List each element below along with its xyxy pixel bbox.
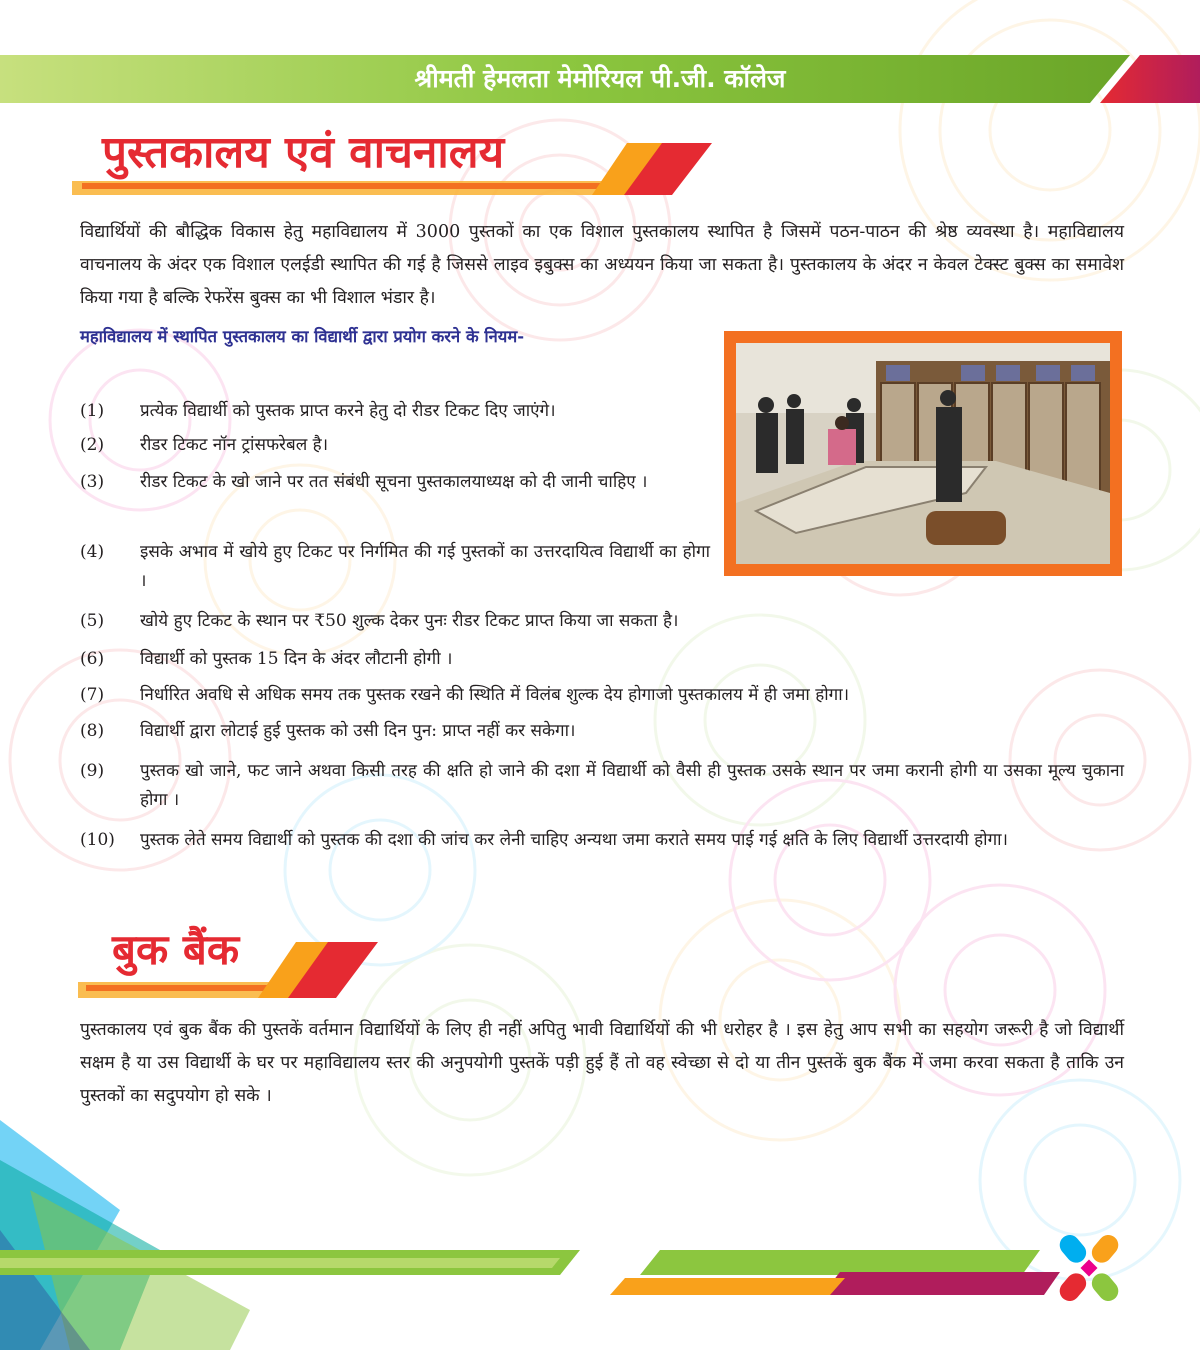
rule-number: (9) [80, 761, 105, 781]
rule-item [80, 645, 1124, 677]
bottom-decoration [0, 1100, 1200, 1350]
rule-number: (4) [80, 542, 105, 562]
rule-text: प्रत्येक विद्यार्थी को पुस्तक प्राप्त करने हेतु दो रीडर टिकट दिए जाएंगे। [140, 401, 556, 421]
college-name: श्रीमती हेमलता मेमोरियल पी.जी. कॉलेज [414, 64, 786, 93]
rule-item [80, 717, 1124, 749]
rules-heading: महाविद्यालय में स्थापित पुस्तकालय का विद्यार्थी द्वारा प्रयोग करने के नियम- [80, 327, 525, 346]
rule-text: रीडर टिकट के खो जाने पर तत संबंधी सूचना पुस्तकालयाध्यक्ष को दी जानी चाहिए । [140, 472, 648, 492]
rule-number: (8) [80, 721, 105, 741]
bookbank-section-title: बुक बैंक [112, 925, 240, 974]
rule-number: (7) [80, 685, 105, 705]
rule-item [80, 681, 1124, 713]
library-photo [736, 343, 1110, 564]
library-intro-paragraph: विद्यार्थियों की बौद्धिक विकास हेतु महाविद्यालय में 3000 पुस्तकों का एक विशाल पुस्तकालय स्थापित है जिसमें पठन-पाठन की श्रेष्ठ व्यवस्था है। महाविद्यालय वाचनालय के अंदर एक विशाल एलईडी स्थापित की गई है जिससे लाइव इबुक्स का अध्ययन किया जा सकता है। पुस्तकालय के अंदर न केवल टेक्स्ट बुक्स का समावेश किया गया है बल्कि रेफरेंस बुक्स का भी विशाल भंडार है। [80, 222, 1124, 308]
rule-item [80, 538, 710, 598]
rule-text: खोये हुए टिकट के स्थान पर ₹50 शुल्क देकर पुनः रीडर टिकट प्राप्त किया जा सकता है। [140, 611, 679, 631]
bookbank-paragraph: पुस्तकालय एवं बुक बैंक की पुस्तकें वर्तमान विद्यार्थियों के लिए ही नहीं अपितु भावी विद्यार्थियों की भी धरोहर है । इस हेतु आप सभी का सहयोग जरूरी है जो विद्यार्थी सक्षम है या उस विद्यार्थी के घर पर महाविद्यालय स्तर की अनुपयोगी पुस्तकें पड़ी हुई हैं तो वह स्वेच्छा से दो या तीन पुस्तकें बुक बैंक में जमा करवा सकता है ताकि उन पुस्तकों का सदुपयोग हो सके । [80, 1020, 1124, 1106]
rule-number: (6) [80, 649, 105, 669]
rule-text: इसके अभाव में खोये हुए टिकट पर निर्गमित की गई पुस्तकों का उत्तरदायित्व विद्यार्थी का होगा । [140, 542, 710, 591]
rule-item [80, 431, 710, 463]
rule-number: (5) [80, 611, 105, 631]
college-logo [1046, 1225, 1132, 1311]
rule-text: रीडर टिकट नॉन ट्रांसफरेबल है। [140, 435, 329, 455]
rule-item [80, 757, 1124, 819]
rule-item [80, 397, 710, 429]
rule-text: पुस्तक लेते समय विद्यार्थी को पुस्तक की दशा की जांच कर लेनी चाहिए अन्यथा जमा कराते समय पाई गई क्षति के लिए विद्यार्थी उत्तरदायी होगा। [140, 830, 1008, 850]
rule-text: विद्यार्थी को पुस्तक 15 दिन के अंदर लौटानी होगी । [140, 649, 453, 669]
rule-text: विद्यार्थी द्वारा लोटाई हुई पुस्तक को उसी दिन पुन: प्राप्त नहीं कर सकेगा। [140, 721, 576, 741]
rule-text: पुस्तक खो जाने, फट जाने अथवा किसी तरह की क्षति हो जाने की दशा में विद्यार्थी को वैसी ही पुस्तक उसके स्थान पर जमा करानी होगी या उसका मूल्य चुकाना होगा । [140, 761, 1124, 810]
rule-number: (10) [80, 830, 115, 850]
rule-item [80, 468, 710, 528]
rule-item [80, 826, 1124, 888]
rule-number: (2) [80, 435, 105, 455]
rule-number: (1) [80, 401, 105, 421]
library-section-title: पुस्तकालय एवं वाचनालय [102, 127, 505, 178]
rule-item [80, 607, 1124, 639]
rule-text: निर्धारित अवधि से अधिक समय तक पुस्तक रखने की स्थिति में विलंब शुल्क देय होगाजो पुस्तकालय में ही जमा होगा। [140, 685, 850, 705]
rule-number: (3) [80, 472, 105, 492]
